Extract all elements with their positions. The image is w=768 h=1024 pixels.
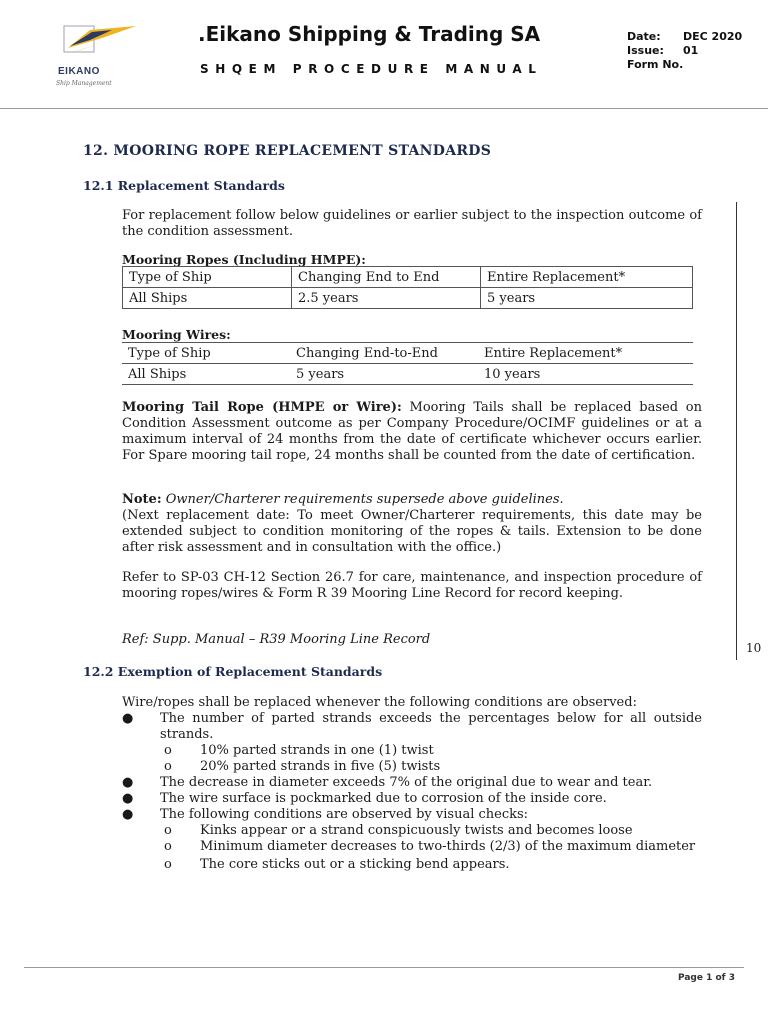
issue-value: 01 xyxy=(683,44,699,57)
list-item: ● The wire surface is pockmarked due to corrosion of the inside core. xyxy=(122,791,607,806)
note-parenthetical: (Next replacement date: To meet Owner/Charterer requirements, this date may be extended subject to condition monitoring of the ropes & tails. Extension to be done after risk assessment and in consultation with the office.) xyxy=(122,508,702,555)
list-item: o Kinks appear or a strand conspicuously twists and becomes loose xyxy=(164,823,633,838)
exemption-intro: Wire/ropes shall be replaced whenever the following conditions are observed: xyxy=(122,695,637,710)
tail-rope-text: Mooring Tails shall be replaced based on Condition Assessment outcome as per Company Procedure/OCIMF guidelines or at a maximum interval of 24 months from the date of certificate whichever occurs earlier. For Spare mooring tail rope, 24 months shall be counted from the date of certification. xyxy=(122,400,703,463)
table-header-cell: Type of Ship xyxy=(122,343,290,364)
list-item: ● The following conditions are observed by visual checks: xyxy=(122,807,529,822)
table-header-cell: Changing End to End xyxy=(292,267,481,288)
footer-rule xyxy=(24,967,744,968)
note-line xyxy=(122,492,702,508)
table-row xyxy=(122,364,693,385)
margin-rule xyxy=(736,202,737,660)
section-title: 12. MOORING ROPE REPLACEMENT STANDARDS xyxy=(83,143,492,159)
table-row xyxy=(122,343,693,364)
intro-paragraph: For replacement follow below guidelines or earlier subject to the inspection outcome of the condition assessment. xyxy=(122,208,702,239)
subsection-title-12-2: 12.2 Exemption of Replacement Standards xyxy=(83,664,383,679)
table-cell: All Ships xyxy=(123,288,292,309)
tail-rope-paragraph xyxy=(122,400,702,464)
reference-line: Ref: Supp. Manual – R39 Mooring Line Record xyxy=(122,632,431,647)
table-row xyxy=(123,288,693,309)
note-text: Owner/Charterer requirements supersede above guidelines. xyxy=(161,492,564,507)
date-value: DEC 2020 xyxy=(683,30,743,43)
table-cell: 5 years xyxy=(290,364,478,385)
ropes-label: Mooring Ropes (Including HMPE): xyxy=(122,252,366,267)
table-header-cell: Changing End-to-End xyxy=(290,343,478,364)
tail-rope-label: Mooring Tail Rope (HMPE or Wire): xyxy=(122,400,402,415)
note-label: Note: xyxy=(122,492,162,507)
logo-subtitle: Ship Management xyxy=(56,80,112,87)
company-name: .Eikano Shipping & Trading SA xyxy=(198,22,541,46)
list-item: o 20% parted strands in five (5) twists xyxy=(164,759,441,774)
page-indicator: Page 1 of 3 xyxy=(678,973,735,983)
ropes-table xyxy=(122,266,693,309)
refer-paragraph: Refer to SP-03 CH-12 Section 26.7 for care, maintenance, and inspection procedure of mooring ropes/wires & Form R 39 Mooring Line Record for record keeping. xyxy=(122,570,702,601)
list-item: ● The number of parted strands exceeds the percentages below for all outside strands. xyxy=(122,711,702,742)
list-item: o Minimum diameter decreases to two-thirds (2/3) of the maximum diameter xyxy=(164,839,696,854)
side-page-number: 10 xyxy=(746,641,762,655)
list-item: o 10% parted strands in one (1) twist xyxy=(164,743,434,758)
wires-label: Mooring Wires: xyxy=(122,327,231,342)
table-cell: 5 years xyxy=(481,288,693,309)
manual-title: SHQEM PROCEDURE MANUAL xyxy=(200,62,543,76)
table-cell: 10 years xyxy=(478,364,693,385)
form-label: Form No. xyxy=(627,58,684,71)
table-header-cell: Entire Replacement* xyxy=(481,267,693,288)
list-item: o The core sticks out or a sticking bend appears. xyxy=(164,857,510,872)
date-label: Date: xyxy=(627,30,661,43)
list-item: ● The decrease in diameter exceeds 7% of the original due to wear and tear. xyxy=(122,775,653,790)
logo-name: EIKANO xyxy=(58,66,100,77)
table-row xyxy=(123,267,693,288)
exemption-list xyxy=(122,711,702,873)
table-cell: 2.5 years xyxy=(292,288,481,309)
header-rule xyxy=(0,108,768,109)
issue-label: Issue: xyxy=(627,44,664,57)
wires-table xyxy=(122,342,693,385)
subsection-title-12-1: 12.1 Replacement Standards xyxy=(83,178,285,193)
table-header-cell: Type of Ship xyxy=(123,267,292,288)
table-header-cell: Entire Replacement* xyxy=(478,343,693,364)
table-cell: All Ships xyxy=(122,364,290,385)
